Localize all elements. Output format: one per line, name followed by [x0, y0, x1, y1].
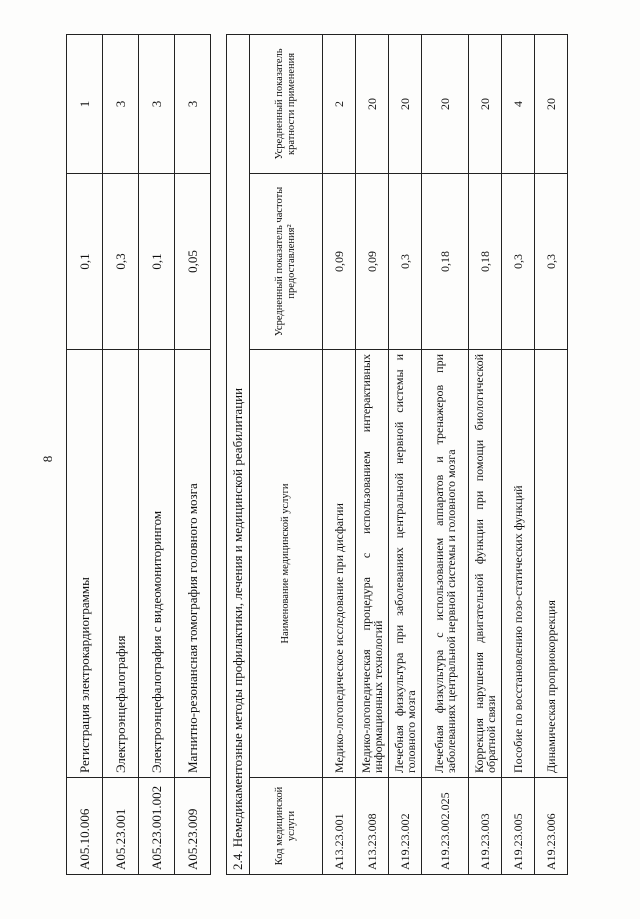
- frequency-value: 0,1: [139, 174, 175, 350]
- multiplicity-value: 3: [103, 35, 139, 174]
- service-code: A05.23.009: [175, 778, 211, 875]
- multiplicity-value: 20: [422, 34, 469, 173]
- service-code: A19.23.003: [469, 778, 502, 875]
- table-row: [422, 34, 469, 874]
- header-multiplicity: Усредненный показатель кратности применения: [250, 34, 323, 173]
- service-code: A13.23.001: [323, 778, 356, 875]
- frequency-value: 0,18: [469, 174, 502, 350]
- frequency-value: 0,3: [535, 174, 568, 350]
- frequency-value: 0,09: [323, 174, 356, 350]
- frequency-value: 0,1: [67, 174, 103, 350]
- table-row: [502, 34, 535, 874]
- service-name: Регистрация электрокардиограммы: [67, 350, 103, 778]
- service-name: Электроэнцефалография: [103, 350, 139, 778]
- service-name: Магнитно-резонансная томография головного мозга: [175, 350, 211, 778]
- service-code: A19.23.002.025: [422, 778, 469, 875]
- service-name: Лечебная физкультура при заболеваниях центральной нервной системы и головного мозга: [389, 350, 422, 778]
- page-number: 8: [40, 455, 55, 463]
- section-title: 2.4. Немедикаментозные методы профилактики, лечения и медицинской реабилитации: [227, 34, 250, 874]
- service-code: A19.23.006: [535, 778, 568, 875]
- nonmedication-methods-table: [226, 34, 568, 875]
- multiplicity-value: 20: [469, 34, 502, 173]
- multiplicity-value: 2: [323, 34, 356, 173]
- section-caption-row: [227, 34, 250, 874]
- table-row: [323, 34, 356, 874]
- multiplicity-value: 20: [356, 34, 389, 173]
- table-row: [356, 34, 389, 874]
- service-code: A19.23.005: [502, 778, 535, 875]
- frequency-value: 0,18: [422, 174, 469, 350]
- service-name: Коррекция нарушения двигательной функции при помощи биологической обратной связи: [469, 350, 502, 778]
- multiplicity-value: 20: [389, 34, 422, 173]
- rotated-content: [66, 35, 601, 875]
- service-name: Электроэнцефалография с видеомониторингом: [139, 350, 175, 778]
- frequency-value: 0,05: [175, 174, 211, 350]
- table-row: [469, 34, 502, 874]
- services-table-continued: [66, 34, 211, 875]
- service-name: Пособие по восстановлению позо-статических функций: [502, 350, 535, 778]
- table-row: [175, 35, 211, 875]
- service-name: Медико-логопедическая процедура с использованием интерактивных информационных технологий: [356, 350, 389, 778]
- service-name: Медико-логопедическое исследование при дисфагии: [323, 350, 356, 778]
- frequency-value: 0,3: [103, 174, 139, 350]
- service-code: A05.10.006: [67, 778, 103, 875]
- table-header-row: [250, 34, 323, 874]
- service-code: A19.23.002: [389, 778, 422, 875]
- header-frequency: Усредненный показатель частоты предоставления²: [250, 174, 323, 350]
- table-row: [389, 34, 422, 874]
- table-row: [139, 35, 175, 875]
- table-row: [103, 35, 139, 875]
- service-code: A05.23.001: [103, 778, 139, 875]
- service-code: A05.23.001.002: [139, 778, 175, 875]
- frequency-value: 0,09: [356, 174, 389, 350]
- multiplicity-value: 1: [67, 35, 103, 174]
- multiplicity-value: 20: [535, 34, 568, 173]
- frequency-value: 0,3: [502, 174, 535, 350]
- multiplicity-value: 3: [175, 35, 211, 174]
- table-row: [67, 35, 103, 875]
- service-name: Лечебная физкультура с использованием аппаратов и тренажеров при заболеваниях центральной нервной системы и головного мозга: [422, 350, 469, 778]
- header-name: Наименование медицинской услуги: [250, 350, 323, 778]
- service-name: Динамическая проприокоррекция: [535, 350, 568, 778]
- header-code: Код медицинской услуги: [250, 778, 323, 875]
- multiplicity-value: 4: [502, 34, 535, 173]
- service-code: A13.23.008: [356, 778, 389, 875]
- table-row: [535, 34, 568, 874]
- multiplicity-value: 3: [139, 35, 175, 174]
- frequency-value: 0,3: [389, 174, 422, 350]
